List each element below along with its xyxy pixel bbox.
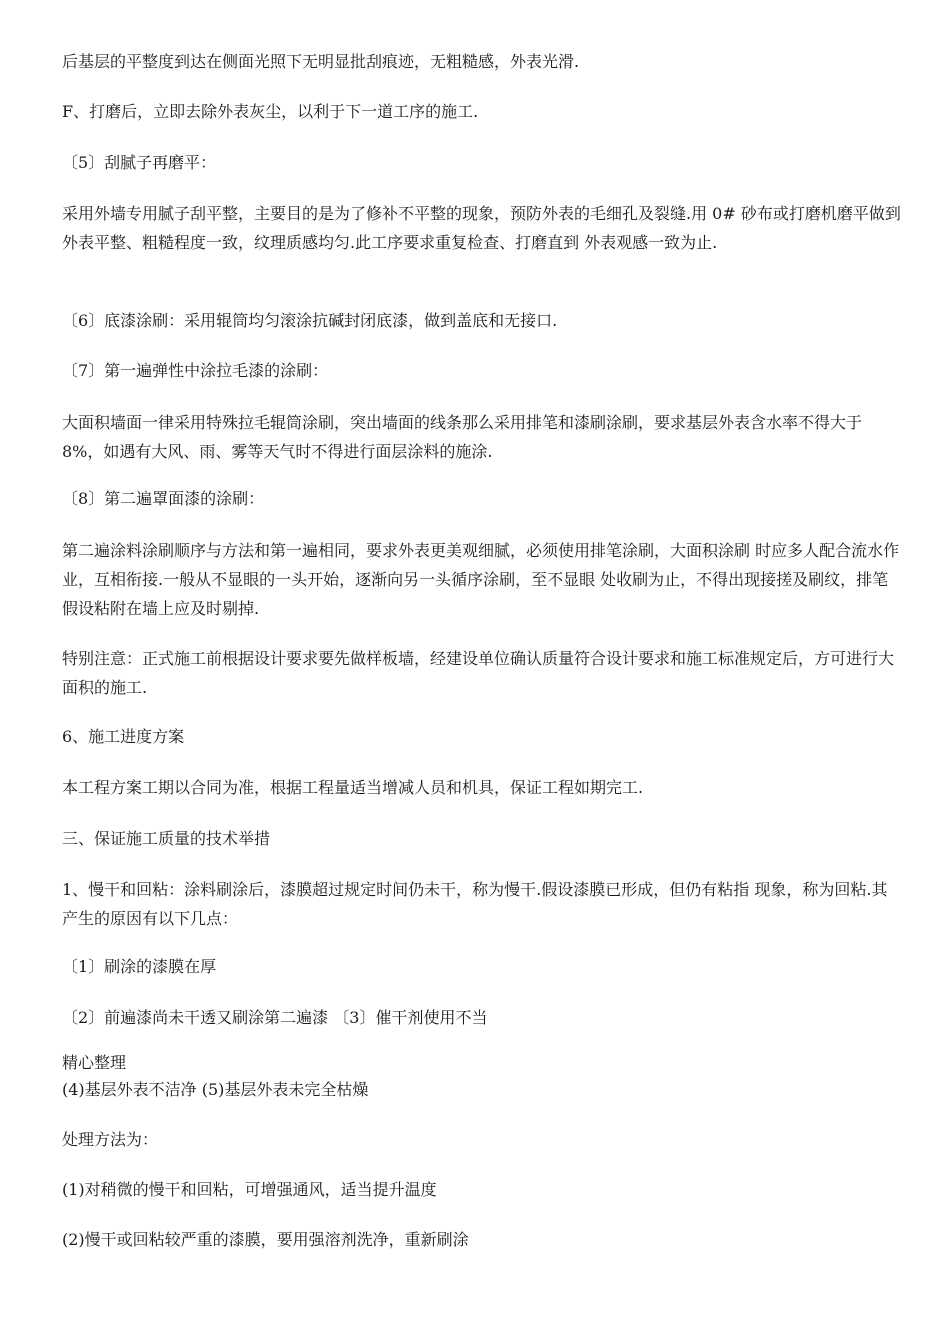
list-item: (2)慢干或回粘较严重的漆膜，要用强溶剂洗净，重新刷涂 [62,1230,469,1249]
paragraph: 处理方法为： [62,1130,159,1149]
section-heading: 三、保证施工质量的技术举措 [62,829,271,848]
paragraph: 特别注意：正式施工前根据设计要求要先做样板墙，经建设单位确认质量符合设计要求和施工标准规定后，方可进行大面积的施工. [62,649,895,697]
list-item: 〔1〕刷涂的漆膜在厚 [62,957,217,976]
paragraph: 本工程方案工期以合同为准，根据工程量适当增减人员和机具，保证工程如期完工. [62,778,644,797]
paragraph: 后基层的平整度到达在侧面光照下无明显批刮痕迹，无粗糙感，外表光滑. [62,52,580,71]
footer-note: 精心整理 [62,1053,127,1072]
list-item: 〔2〕前遍漆尚未干透又刷涂第二遍漆 〔3〕催干剂使用不当 [62,1008,488,1027]
paragraph: F、打磨后，立即去除外表灰尘，以利于下一道工序的施工. [62,102,479,121]
paragraph: 第二遍涂料涂刷顺序与方法和第一遍相同，要求外表更美观细腻，必须使用排笔涂刷，大面积涂刷 时应多人配合流水作业，互相衔接.一般从不显眼的一头开始，逐渐向另一头循序涂刷，至不显眼 处收刷为止，不得出现接搓及刷纹，排笔假设粘附在墙上应及时剔掉. [62,541,900,618]
section-heading: 6、施工进度方案 [62,727,185,746]
paragraph: 采用外墙专用腻子刮平整，主要目的是为了修补不平整的现象，预防外表的毛细孔及裂缝.用 0# 砂布或打磨机磨平做到外表平整、粗糙程度一致，纹理质感均匀.此工序要求重复检查、打磨直到 外表观感一致为止. [62,204,901,252]
list-item: (1)对稍微的慢干和回粘，可增强通风，适当提升温度 [62,1180,437,1199]
section-heading: 〔5〕刮腻子再磨平： [62,153,217,172]
paragraph: 大面积墙面一律采用特殊拉毛辊筒涂刷，突出墙面的线条那么采用排笔和漆刷涂刷，要求基层外表含水率不得大于 8%，如遇有大风、雨、雾等天气时不得进行面层涂料的施涂. [62,413,863,461]
paragraph: 1、慢干和回粘：涂料刷涂后，漆膜超过规定时间仍未干，称为慢干.假设漆膜已形成，但仍有粘指 现象，称为回粘.其产生的原因有以下几点： [62,880,888,928]
paragraph: 〔6〕底漆涂刷：采用辊筒均匀滚涂抗碱封闭底漆，做到盖底和无接口. [62,311,558,330]
section-heading: 〔8〕第二遍罩面漆的涂刷： [62,489,265,508]
section-heading: 〔7〕第一遍弹性中涂拉毛漆的涂刷： [62,361,329,380]
list-item: (4)基层外表不洁净 (5)基层外表未完全枯燥 [62,1080,369,1099]
